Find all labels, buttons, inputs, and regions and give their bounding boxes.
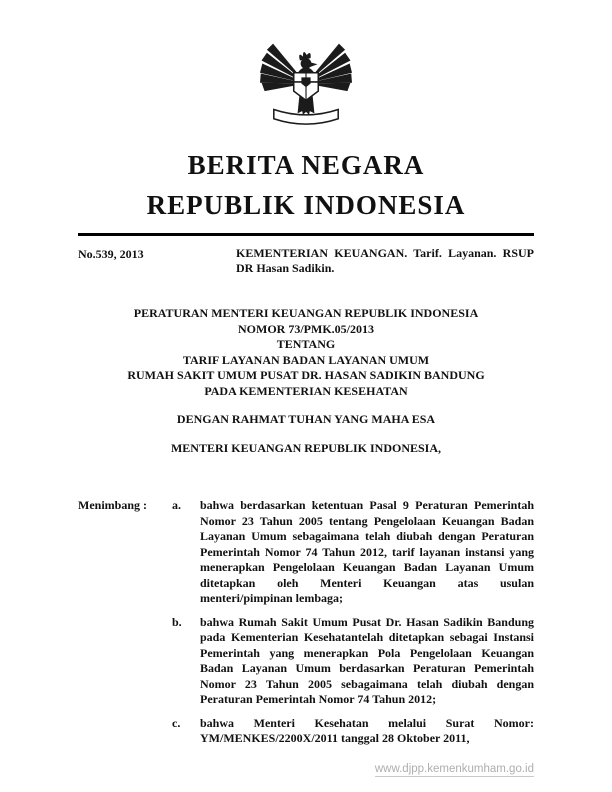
masthead-title-line1: BERITA NEGARA (187, 150, 425, 180)
rahmat-line: DENGAN RAHMAT TUHAN YANG MAHA ESA (176, 412, 436, 426)
heading-line-6: PADA KEMENTERIAN KESEHATAN (204, 383, 408, 398)
considering-section (78, 498, 534, 747)
gazette-subject: KEMENTERIAN KEUANGAN. Tarif. Layanan. RSUP DR Hasan Sadikin. (236, 246, 534, 275)
spacer (78, 399, 534, 412)
menteri-line: MENTERI KEUANGAN REPUBLIK INDONESIA, (170, 440, 442, 455)
clause-letter-b: b. (172, 614, 182, 629)
menimbang-label: Menimbang : (78, 498, 147, 512)
clause-text-c: bahwa Menteri Kesehatan melalui Surat Nomor: YM/MENKES/2200X/2011 tanggal 28 Oktober 2011, (200, 715, 534, 745)
spacer (78, 428, 534, 441)
masthead-title-line2: REPUBLIK INDONESIA (146, 190, 466, 220)
garuda-pancasila-emblem (260, 34, 352, 136)
heading-line-3: TENTANG (276, 337, 336, 351)
gazette-number: No.539, 2013 (78, 247, 144, 261)
clause-text-b: bahwa Rumah Sakit Umum Pusat Dr. Hasan Sadikin Bandung pada Kementerian Kesehatantelah ditetapkan sebagai Instansi Pemerintah yang menerapkan Pola Pengelolaan Keuangan Badan Layanan Umum berdasarkan Peraturan Pemerintah Nomor 23 Tahun 2005 sebagaimana telah diubah dengan Peraturan Pemerintah Nomor 74 Tahun 2012; (200, 614, 534, 706)
masthead-rule (78, 233, 534, 236)
empty-cell (78, 615, 172, 708)
heading-line-5: RUMAH SAKIT UMUM PUSAT DR. HASAN SADIKIN BANDUNG (127, 368, 485, 382)
clause-text-a: bahwa berdasarkan ketentuan Pasal 9 Peraturan Pemerintah Nomor 23 Tahun 2005 tentang Pengelolaan Keuangan Badan Layanan Umum sebagaimana telah diubah dengan Peraturan Pemerintah Nomor 74 Tahun 2012, tarif layanan instansi yang menerapkan Pengelolaan Keuangan Badan Layanan Umum ditetapkan oleh Menteri Keuangan atas usulan menteri/pimpinan lembaga; (200, 498, 534, 605)
regulation-heading (78, 306, 534, 456)
heading-line-4: TARIF LAYANAN BADAN LAYANAN UMUM (182, 352, 430, 367)
heading-line-1: PERATURAN MENTERI KEUANGAN REPUBLIK INDONESIA (133, 306, 479, 320)
clause-letter-a: a. (172, 498, 181, 512)
clause-letter-c: c. (172, 715, 181, 730)
heading-line-2: NOMOR 73/PMK.05/2013 (238, 321, 374, 336)
considering-grid (78, 498, 534, 747)
empty-cell (78, 716, 172, 747)
gazette-header-row (78, 246, 534, 276)
footer-source-link[interactable]: www.djpp.kemenkumham.go.id (374, 763, 534, 775)
masthead (0, 145, 612, 225)
emblem-container (0, 0, 612, 141)
